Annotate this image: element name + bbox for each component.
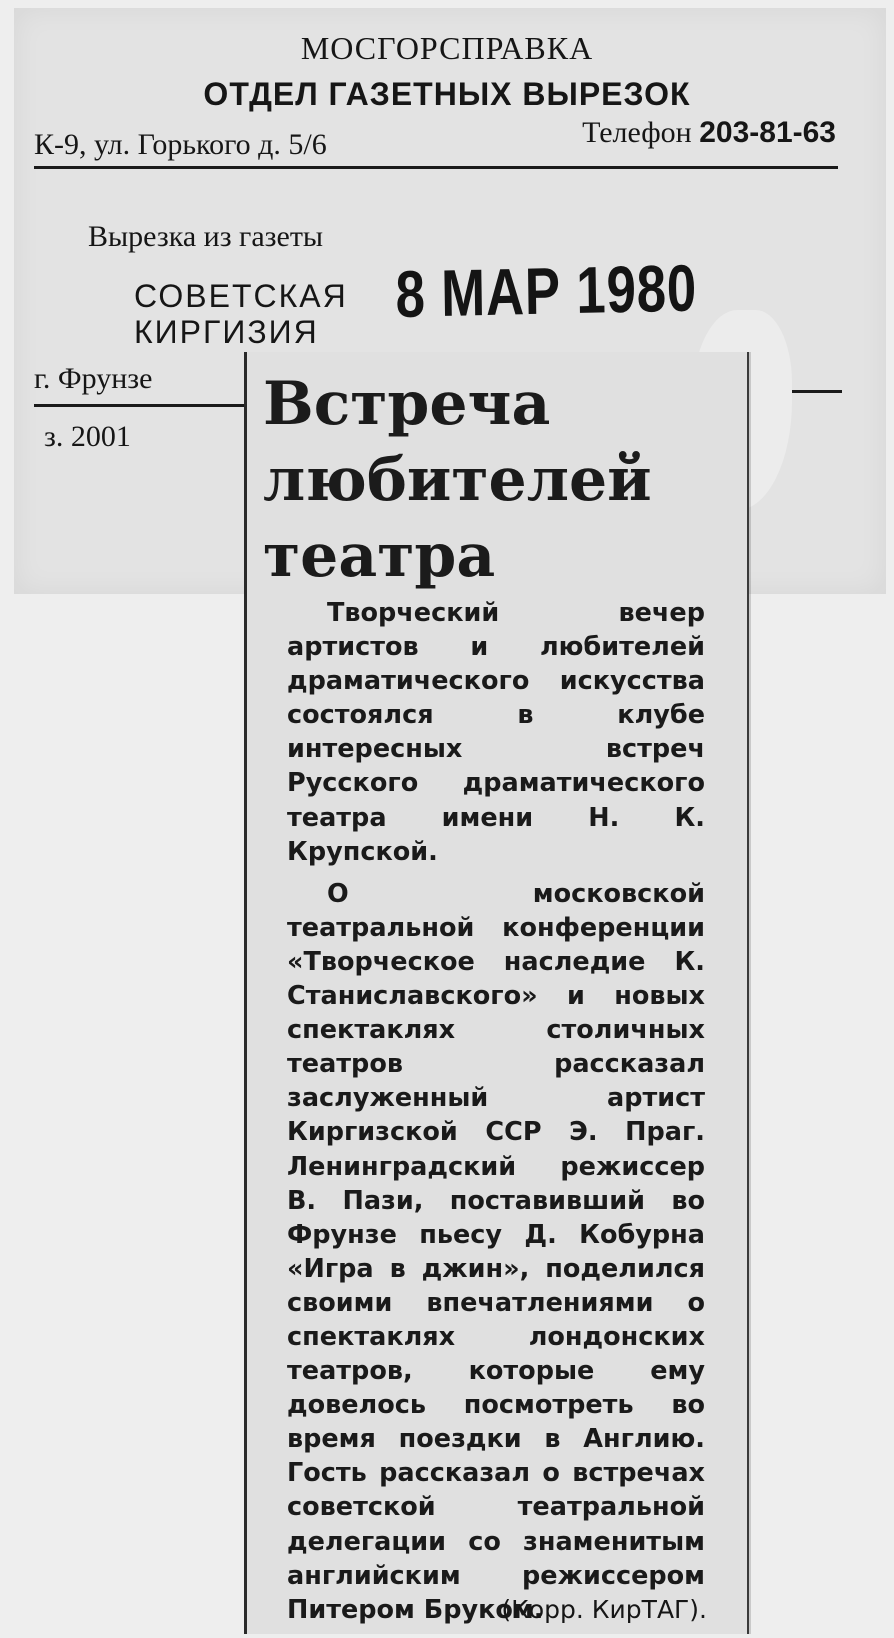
headline-line2: любителей — [263, 445, 652, 515]
order-number: з. 2001 — [44, 420, 131, 453]
headline-line3: театра — [263, 521, 496, 591]
article-headline — [263, 366, 743, 594]
bureau-phone — [582, 116, 836, 150]
article-paragraph: Творческий вечер артистов и любителей драматического искусства состоялся в клубе интересных встреч Русского драматического театра имени Н. К. Крупской. — [287, 598, 705, 867]
department-name: ОТДЕЛ ГАЗЕТНЫХ ВЫРЕЗОК — [203, 76, 691, 112]
newspaper-name-line1: СОВЕТСКАЯ — [134, 278, 348, 314]
bureau-address: К-9, ул. Горького д. 5/6 — [34, 128, 327, 161]
newspaper-clipping — [244, 352, 749, 1634]
headline-line1: Встреча — [263, 369, 551, 439]
header-rule — [34, 166, 838, 169]
phone-number: 203-81-63 — [699, 116, 836, 149]
newspaper-name-line2: КИРГИЗИЯ — [134, 314, 319, 350]
article-body — [287, 596, 705, 1627]
newspaper-name — [134, 278, 348, 350]
phone-label: Телефон — [582, 116, 692, 149]
date-stamp: 8 МАР 1980 — [395, 250, 698, 331]
clip-from-label: Вырезка из газеты — [88, 220, 324, 253]
article-paragraph: О московской театральной конференции «Творческое наследие К. Станиславского» и новых спектаклях столичных театров рассказал заслуженный артист Киргизской ССР Э. Праг. Ленинградский режиссер В. Пази, поставивший во Фрунзе пьесу Д. Кобурна «Игра в джин», поделился своими впечатлениями о спектаклях лондонских театров, которые ему довелось посмотреть во время поездки в Англию. Гость рассказал о встречах советской театральной делегации со знаменитым английским режиссером Питером Бруком. — [287, 878, 705, 1625]
city-label: г. Фрунзе — [34, 362, 153, 395]
article-credit: (Корр. КирТАГ). — [501, 1595, 707, 1624]
city-rule-left — [34, 404, 246, 407]
bureau-name: МОСГОРСПРАВКА — [300, 30, 594, 66]
